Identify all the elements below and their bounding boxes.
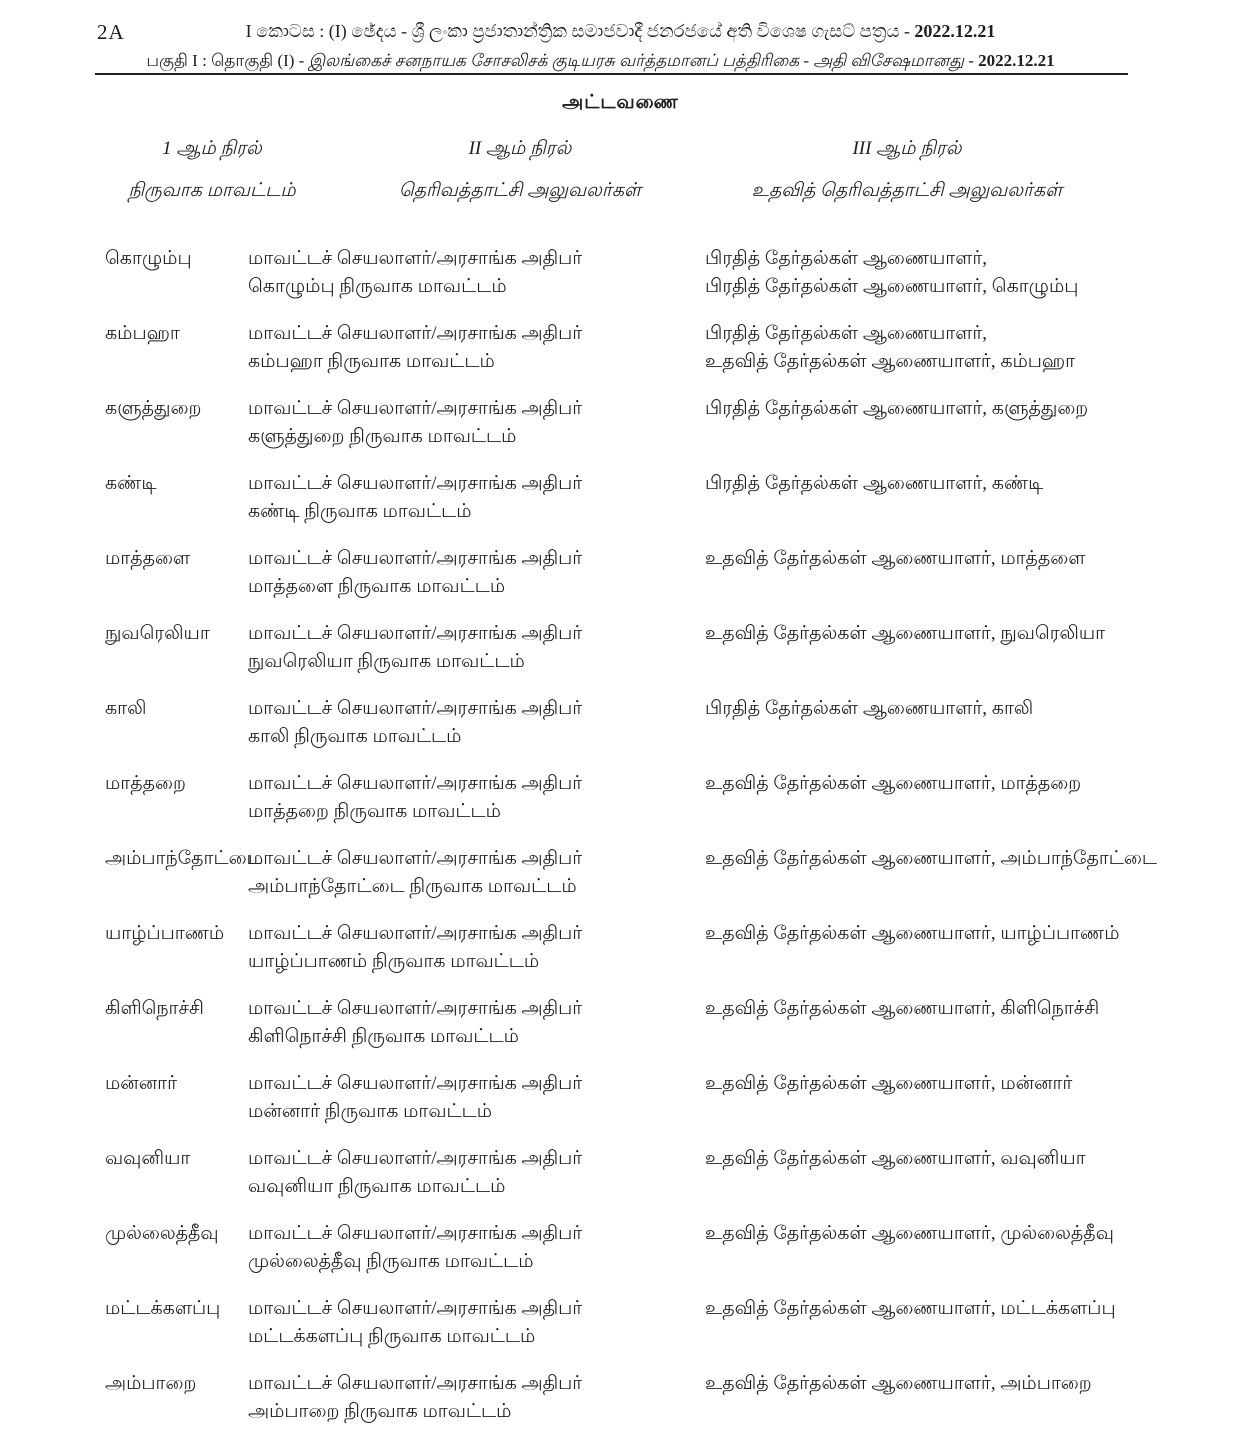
assistant-officer-cell bbox=[705, 770, 1201, 826]
cell-line: மாவட்டச் செயலாளர்/அரசாங்க அதிபர் bbox=[248, 848, 583, 869]
cell-line: வவுனியா bbox=[105, 1148, 191, 1169]
cell-line: மட்டக்களப்பு நிருவாக மாவட்டம் bbox=[248, 1326, 536, 1347]
district-cell bbox=[105, 1220, 248, 1276]
cell-line: பிரதித் தேர்தல்கள் ஆணையாளர், bbox=[705, 323, 988, 344]
assistant-officer-cell bbox=[705, 1145, 1201, 1201]
cell-line: அம்பாந்தோட்டை bbox=[105, 848, 262, 869]
schedule-table bbox=[105, 245, 1201, 1445]
assistant-officer-cell bbox=[705, 470, 1201, 526]
cell-line: மாவட்டச் செயலாளர்/அரசாங்க அதிபர் bbox=[248, 1298, 583, 1319]
table-row bbox=[105, 1220, 1201, 1276]
cell-line: உதவித் தேர்தல்கள் ஆணையாளர், அம்பாந்தோட்டை bbox=[705, 848, 1157, 869]
district-cell bbox=[105, 1070, 248, 1126]
returning-officer-cell bbox=[248, 770, 705, 826]
assistant-officer-cell bbox=[705, 1295, 1201, 1351]
cell-line: மன்னார் bbox=[105, 1073, 177, 1094]
cell-line: மாவட்டச் செயலாளர்/அரசாங்க அதிபர் bbox=[248, 398, 583, 419]
cell-line: காலி நிருவாக மாவட்டம் bbox=[248, 726, 462, 747]
cell-line: கம்பஹா bbox=[105, 323, 180, 344]
table-row bbox=[105, 1145, 1201, 1201]
district-cell bbox=[105, 770, 248, 826]
returning-officer-cell bbox=[248, 1145, 705, 1201]
returning-officer-cell bbox=[248, 1370, 705, 1426]
cell-line: நுவரெலியா bbox=[105, 623, 210, 644]
returning-officer-cell bbox=[248, 245, 705, 301]
cell-line: முல்லைத்தீவு நிருவாக மாவட்டம் bbox=[248, 1251, 534, 1272]
column3-number-heading: III ஆம் நிரல் bbox=[852, 138, 962, 159]
cell-line: மாவட்டச் செயலாளர்/அரசாங்க அதிபர் bbox=[248, 998, 583, 1019]
assistant-officer-cell bbox=[705, 1220, 1201, 1276]
cell-line: மாவட்டச் செயலாளர்/அரசாங்க அதிபர் bbox=[248, 473, 583, 494]
district-cell bbox=[105, 995, 248, 1051]
cell-line: கிளிநொச்சி bbox=[105, 998, 204, 1019]
table-row bbox=[105, 470, 1201, 526]
cell-line: கம்பஹா நிருவாக மாவட்டம் bbox=[248, 351, 495, 372]
district-cell bbox=[105, 920, 248, 976]
cell-line: அம்பாறை bbox=[105, 1373, 197, 1394]
returning-officer-cell bbox=[248, 1295, 705, 1351]
returning-officer-cell bbox=[248, 620, 705, 676]
cell-line: பிரதித் தேர்தல்கள் ஆணையாளர், bbox=[705, 248, 988, 269]
cell-line: கிளிநொச்சி நிருவாக மாவட்டம் bbox=[248, 1026, 519, 1047]
returning-officer-cell bbox=[248, 995, 705, 1051]
district-cell bbox=[105, 245, 248, 301]
returning-officer-cell bbox=[248, 545, 705, 601]
cell-line: மாவட்டச் செயலாளர்/அரசாங்க அதிபர் bbox=[248, 923, 583, 944]
returning-officer-cell bbox=[248, 320, 705, 376]
masthead-tamil-date: 2022.12.21 bbox=[978, 51, 1055, 70]
assistant-officer-cell bbox=[705, 320, 1201, 376]
cell-line: உதவித் தேர்தல்கள் ஆணையாளர், மட்டக்களப்பு bbox=[705, 1298, 1116, 1319]
assistant-officer-cell bbox=[705, 1070, 1201, 1126]
cell-line: கண்டி bbox=[105, 473, 157, 494]
cell-line: மாத்தறை bbox=[105, 773, 186, 794]
returning-officer-cell bbox=[248, 695, 705, 751]
table-row bbox=[105, 1295, 1201, 1351]
assistant-officer-cell bbox=[705, 245, 1201, 301]
cell-line: வவுனியா நிருவாக மாவட்டம் bbox=[248, 1176, 506, 1197]
header-divider-rule bbox=[95, 73, 1128, 75]
cell-line: மாவட்டச் செயலாளர்/அரசாங்க அதிபர் bbox=[248, 323, 583, 344]
table-row bbox=[105, 995, 1201, 1051]
cell-line: களுத்துறை நிருவாக மாவட்டம் bbox=[248, 426, 517, 447]
cell-line: மட்டக்களப்பு bbox=[105, 1298, 221, 1319]
cell-line: உதவித் தேர்தல்கள் ஆணையாளர், மாத்தளை bbox=[705, 548, 1086, 569]
cell-line: நுவரெலியா நிருவாக மாவட்டம் bbox=[248, 651, 525, 672]
cell-line: அம்பாறை நிருவாக மாவட்டம் bbox=[248, 1401, 512, 1422]
column1-title-heading: நிருவாக மாவட்டம் bbox=[128, 180, 296, 201]
masthead-sinhala-text: I කොටස : (I) ඡේදය - ශ්‍රී ලංකා ප්‍රජාතාන්ත්‍රික සමාජවාදී ජනරජයේ අති විශෙෂ ගැසට් පත්‍රය - bbox=[245, 21, 915, 41]
assistant-officer-cell bbox=[705, 620, 1201, 676]
cell-line: உதவித் தேர்தல்கள் ஆணையாளர், யாழ்ப்பாணம் bbox=[705, 923, 1120, 944]
masthead-tamil-prefix: பகுதி I : தொகுதி (I) - bbox=[146, 51, 309, 70]
cell-line: மன்னார் நிருவாக மாவட்டம் bbox=[248, 1101, 493, 1122]
column2-number-heading: II ஆம் நிரல் bbox=[468, 138, 572, 159]
cell-line: மாத்தளை நிருவாக மாவட்டம் bbox=[248, 576, 506, 597]
table-row bbox=[105, 1370, 1201, 1426]
district-cell bbox=[105, 1295, 248, 1351]
returning-officer-cell bbox=[248, 1070, 705, 1126]
cell-line: உதவித் தேர்தல்கள் ஆணையாளர், கம்பஹா bbox=[705, 351, 1076, 372]
cell-line: முல்லைத்தீவு bbox=[105, 1223, 219, 1244]
page-number: 2A bbox=[97, 20, 125, 44]
district-cell bbox=[105, 845, 262, 901]
table-row bbox=[105, 320, 1201, 376]
returning-officer-cell bbox=[248, 920, 705, 976]
assistant-officer-cell bbox=[705, 695, 1201, 751]
column2-title-heading: தெரிவத்தாட்சி அலுவலர்கள் bbox=[398, 180, 642, 201]
returning-officer-cell bbox=[248, 1220, 705, 1276]
returning-officer-cell bbox=[248, 470, 705, 526]
cell-line: அம்பாந்தோட்டை நிருவாக மாவட்டம் bbox=[248, 876, 577, 897]
cell-line: காலி bbox=[105, 698, 147, 719]
cell-line: உதவித் தேர்தல்கள் ஆணையாளர், மன்னார் bbox=[705, 1073, 1073, 1094]
cell-line: மாவட்டச் செயலாளர்/அரசாங்க அதிபர் bbox=[248, 1148, 583, 1169]
table-row bbox=[105, 395, 1201, 451]
table-row bbox=[105, 545, 1201, 601]
returning-officer-cell bbox=[248, 845, 705, 901]
cell-line: உதவித் தேர்தல்கள் ஆணையாளர், மாத்தறை bbox=[705, 773, 1082, 794]
district-cell bbox=[105, 1145, 248, 1201]
assistant-officer-cell bbox=[705, 845, 1201, 901]
returning-officer-cell bbox=[248, 395, 705, 451]
masthead-tamil-line bbox=[100, 51, 1101, 73]
cell-line: உதவித் தேர்தல்கள் ஆணையாளர், அம்பாறை bbox=[705, 1373, 1092, 1394]
masthead-tamil-separator: - bbox=[963, 51, 979, 70]
cell-line: உதவித் தேர்தல்கள் ஆணையாளர், வவுனியா bbox=[705, 1148, 1086, 1169]
district-cell bbox=[105, 545, 248, 601]
cell-line: யாழ்ப்பாணம் நிருவாக மாவட்டம் bbox=[248, 951, 540, 972]
cell-line: பிரதித் தேர்தல்கள் ஆணையாளர், கண்டி bbox=[705, 473, 1044, 494]
cell-line: கொழும்பு bbox=[105, 248, 192, 269]
cell-line: கண்டி நிருவாக மாவட்டம் bbox=[248, 501, 472, 522]
assistant-officer-cell bbox=[705, 995, 1201, 1051]
district-cell bbox=[105, 320, 248, 376]
cell-line: மாவட்டச் செயலாளர்/அரசாங்க அதிபர் bbox=[248, 1073, 583, 1094]
cell-line: மாவட்டச் செயலாளர்/அரசாங்க அதிபர் bbox=[248, 1373, 583, 1394]
cell-line: மாவட்டச் செயலாளர்/அரசாங்க அதிபர் bbox=[248, 548, 583, 569]
column3-title-heading: உதவித் தெரிவத்தாட்சி அலுவலர்கள் bbox=[751, 180, 1063, 201]
cell-line: உதவித் தேர்தல்கள் ஆணையாளர், கிளிநொச்சி bbox=[705, 998, 1100, 1019]
table-row bbox=[105, 770, 1201, 826]
cell-line: உதவித் தேர்தல்கள் ஆணையாளர், நுவரெலியா bbox=[705, 623, 1106, 644]
cell-line: கொழும்பு நிருவாக மாவட்டம் bbox=[248, 276, 507, 297]
assistant-officer-cell bbox=[705, 395, 1201, 451]
schedule-title: அட்டவணை bbox=[562, 92, 679, 113]
cell-line: மாத்தளை bbox=[105, 548, 191, 569]
cell-line: பிரதித் தேர்தல்கள் ஆணையாளர், கொழும்பு bbox=[705, 276, 1079, 297]
district-cell bbox=[105, 470, 248, 526]
cell-line: பிரதித் தேர்தல்கள் ஆணையாளர், களுத்துறை bbox=[705, 398, 1089, 419]
cell-line: மாவட்டச் செயலாளர்/அரசாங்க அதிபர் bbox=[248, 1223, 583, 1244]
district-cell bbox=[105, 395, 248, 451]
district-cell bbox=[105, 1370, 248, 1426]
district-cell bbox=[105, 695, 248, 751]
table-row bbox=[105, 845, 1201, 901]
table-row bbox=[105, 695, 1201, 751]
assistant-officer-cell bbox=[705, 920, 1201, 976]
cell-line: மாவட்டச் செயலாளர்/அரசாங்க அதிபர் bbox=[248, 623, 583, 644]
masthead-sinhala-line bbox=[120, 21, 1121, 42]
assistant-officer-cell bbox=[705, 1370, 1201, 1426]
cell-line: களுத்துறை bbox=[105, 398, 202, 419]
masthead-tamil-gazette-name: இலங்கைச் சனநாயக சோசலிசக் குடியரசு வர்த்தமானப் பத்திரிகை - அதி விசேஷமானது bbox=[308, 51, 964, 70]
column1-number-heading: 1 ஆம் நிரல் bbox=[162, 138, 262, 159]
cell-line: யாழ்ப்பாணம் bbox=[105, 923, 225, 944]
cell-line: உதவித் தேர்தல்கள் ஆணையாளர், முல்லைத்தீவு bbox=[705, 1223, 1114, 1244]
cell-line: மாத்தறை நிருவாக மாவட்டம் bbox=[248, 801, 501, 822]
cell-line: பிரதித் தேர்தல்கள் ஆணையாளர், காலி bbox=[705, 698, 1034, 719]
cell-line: மாவட்டச் செயலாளர்/அரசாங்க அதிபர் bbox=[248, 773, 583, 794]
assistant-officer-cell bbox=[705, 545, 1201, 601]
table-row bbox=[105, 245, 1201, 301]
table-row bbox=[105, 1070, 1201, 1126]
table-row bbox=[105, 920, 1201, 976]
district-cell bbox=[105, 620, 248, 676]
cell-line: மாவட்டச் செயலாளர்/அரசாங்க அதிபர் bbox=[248, 698, 583, 719]
table-row bbox=[105, 620, 1201, 676]
masthead-sinhala-date: 2022.12.21 bbox=[914, 21, 996, 41]
cell-line: மாவட்டச் செயலாளர்/அரசாங்க அதிபர் bbox=[248, 248, 583, 269]
